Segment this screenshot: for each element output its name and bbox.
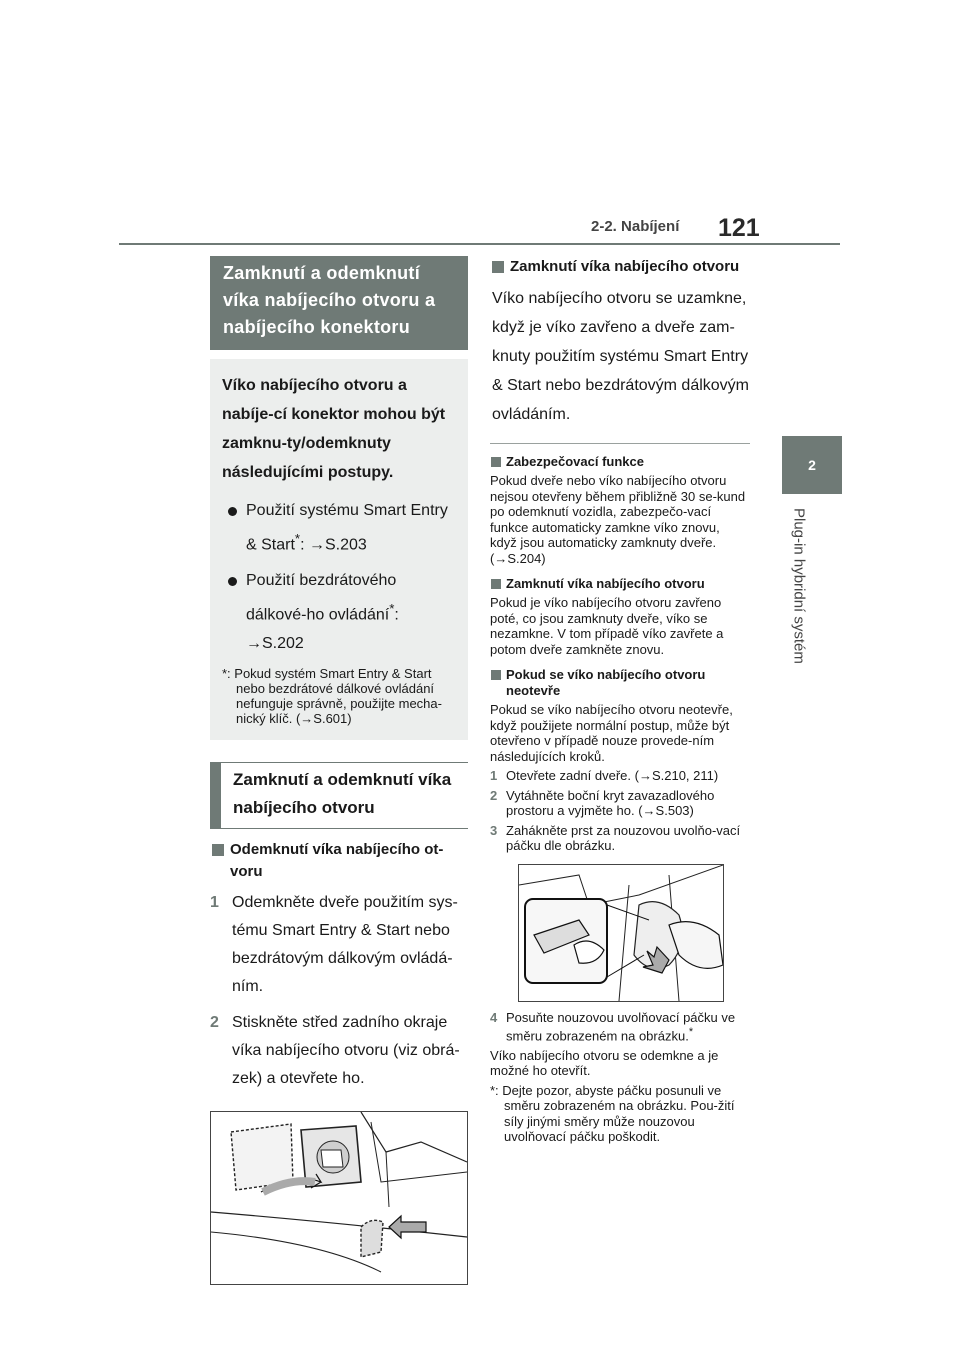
- step-number: 1: [210, 893, 219, 911]
- lock2-text: Pokud je víko nabíjecího otvoru zavřeno poté, co jsou zamknuty dveře, víko se nezamkne. V tom případě víko zavřete a potom dveře zamkněte znovu.: [490, 595, 724, 657]
- bullet-dot: [228, 507, 237, 516]
- right-column: [490, 256, 750, 1145]
- charging-lid-figure: [210, 1111, 468, 1285]
- bullet-text: Použití systému Smart Entry & Start: [246, 502, 448, 554]
- square-marker: [492, 261, 504, 273]
- lock2-heading: [490, 576, 750, 592]
- intro-panel: [210, 359, 468, 740]
- charging-lid-illustration: [211, 1112, 467, 1284]
- step-number: 4: [490, 1009, 498, 1025]
- step-text: Odemkněte dveře použitím sys-tému Smart Entry & Start nebo bezdrátovým dálkovým ovládá-ním.: [232, 893, 458, 995]
- release-lever-illustration: [519, 865, 723, 1001]
- page-reference: : →S.202: [246, 606, 399, 652]
- step-text: Otevřete zadní dveře. (→S.210, 211): [506, 768, 719, 783]
- footnote-star: *: [294, 531, 301, 546]
- step-text: Vytáhněte boční kryt zavazadlového prostoru a vyjměte ho. (→S.503): [506, 787, 715, 818]
- section-title-box: Zamknutí a odemknutí víka nabíjecího otvoru a nabíjecího konektoru: [210, 256, 468, 350]
- after-text: Víko nabíjecího otvoru se odemkne a je možné ho otevřít.: [490, 1047, 719, 1079]
- bullet-dot: [228, 577, 237, 586]
- lock-heading: [490, 256, 750, 278]
- right-footnote: *: Dejte pozor, abyste páčku posunuli ve směru zobrazeném na obrázku. Pou-žití síly jinými směry může nouzovou uvolňovací páčku poškodit.: [490, 1082, 735, 1145]
- page-reference: : →S.203: [300, 536, 367, 554]
- emergency-step-4: [490, 1010, 750, 1044]
- emergency-step-2: [490, 788, 750, 819]
- step-number: 2: [490, 787, 498, 803]
- step-text: [506, 1010, 750, 1044]
- step-number: 2: [210, 1013, 219, 1031]
- lock-text: Víko nabíjecího otvoru se uzamkne, když je víko zavřeno a dveře zam-knuty použitím systému Smart Entry & Start nebo bezdrátovým dálkovým ovládáním.: [492, 290, 750, 423]
- unlock-heading-text: Odemknutí víka nabíjecího ot-voru: [230, 840, 444, 880]
- step-number: 3: [490, 822, 498, 838]
- bullet-remote: [222, 567, 458, 657]
- step-text: Zahákněte prst za nouzovou uvolňo-vací páčku dle obrázku.: [506, 822, 741, 853]
- notopen-text: Pokud se víko nabíjecího otvoru neotevře, když použijete normální postup, může být otevřeno v případě nouze provede-ním následujících kroků.: [490, 702, 733, 764]
- header-rule: [119, 243, 840, 245]
- square-marker: [212, 844, 224, 856]
- chapter-side-label: [780, 508, 818, 748]
- emergency-step-3: [490, 823, 750, 854]
- step-4-text: Posuňte nouzovou uvolňovací páčku ve směru zobrazeném na obrázku.: [506, 1009, 736, 1044]
- square-marker: [491, 670, 501, 680]
- square-marker: [491, 457, 501, 467]
- security-heading: [490, 454, 750, 470]
- step-1: [210, 889, 468, 1001]
- footnote-star: *: [688, 1026, 694, 1038]
- notopen-heading-text: Pokud se víko nabíjecího otvoru neotevře: [506, 667, 706, 698]
- subsection-title-box: Zamknutí a odemknutí víka nabíjecího otvoru: [210, 762, 468, 829]
- security-text: Pokud dveře nebo víko nabíjecího otvoru nejsou otevřeny během přibližně 30 se-kund po odemknutí vozidla, zabezpečo-vací funkce automaticky zamkne víko znovu, když jsou automaticky zamknuty dveře. (→S.204): [490, 473, 746, 566]
- chapter-tab: 2: [782, 436, 842, 494]
- security-heading-text: Zabezpečovací funkce: [506, 454, 644, 469]
- chapter-side-text: Plug-in hybridní systém: [790, 508, 808, 664]
- step-number: 1: [490, 768, 498, 783]
- bullet-text: Použití bezdrátového dálkové-ho ovládání: [246, 572, 397, 624]
- square-marker: [491, 579, 501, 589]
- step-2: [210, 1009, 468, 1093]
- notopen-heading: [490, 667, 750, 699]
- bullet-smart-entry: [222, 497, 458, 559]
- step-text: Stiskněte střed zadního okraje víka nabíjecího otvoru (viz obrá-zek) a otevřete ho.: [232, 1013, 460, 1087]
- emergency-step-1: [490, 768, 750, 784]
- intro-text: Víko nabíjecího otvoru a nabíje-cí konektor mohou být zamknu-ty/odemknuty následujícími postupy.: [222, 377, 446, 481]
- section-label: 2-2. Nabíjení: [591, 218, 680, 235]
- footnote: *: Pokud systém Smart Entry & Start nebo bezdrátové dálkové ovládání nefunguje správně, použijte mecha-nický klíč. (→S.601): [222, 665, 442, 726]
- footnote-star: *: [389, 601, 395, 617]
- lock-heading-text: Zamknutí víka nabíjecího otvoru: [510, 258, 740, 275]
- lock2-heading-text: Zamknutí víka nabíjecího otvoru: [506, 576, 705, 591]
- unlock-heading: [210, 839, 468, 883]
- divider: [490, 443, 750, 444]
- release-lever-figure: [518, 864, 724, 1002]
- page-number: 121: [718, 214, 760, 242]
- left-column: [210, 256, 468, 1285]
